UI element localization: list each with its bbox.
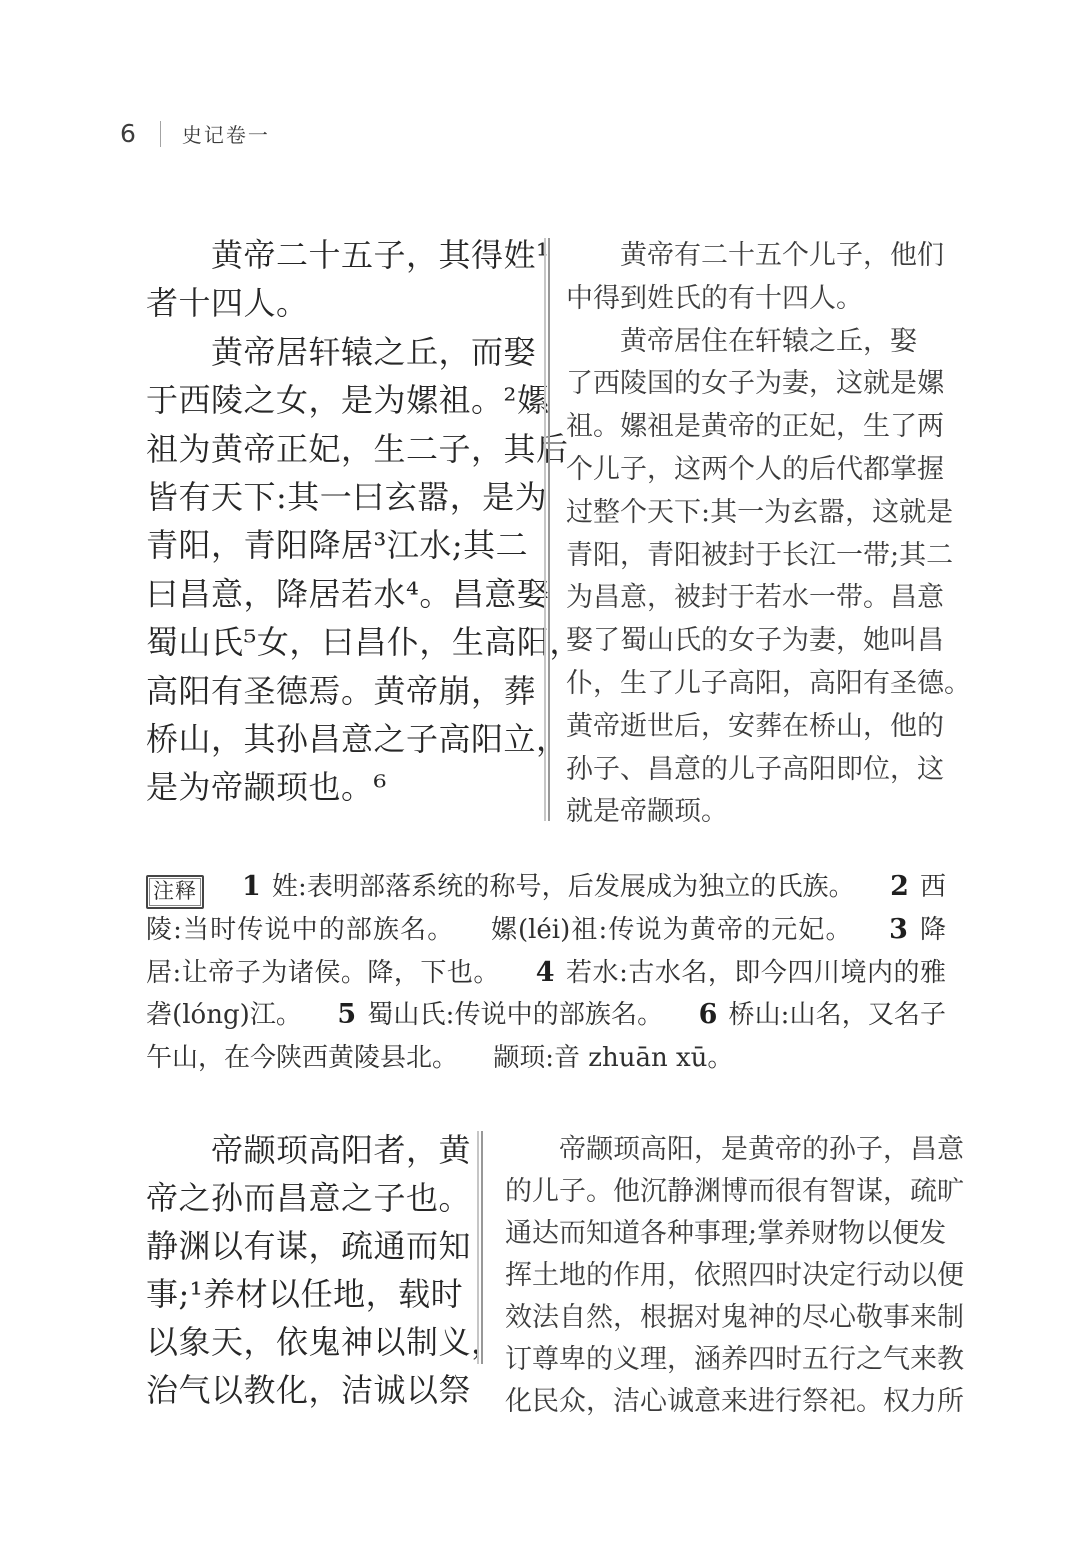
- chapter-title: 史记卷一: [181, 123, 270, 147]
- note-number: 1: [242, 871, 261, 902]
- text-line: 就是帝颛顼。: [566, 796, 728, 828]
- text-line: 黄帝居住在轩辕之丘，娶: [566, 325, 917, 357]
- note-number: 2: [890, 871, 909, 902]
- note-item: 6 桥山:山名，又名子午山，在今陕西黄陵县北。: [146, 999, 947, 1073]
- text-line: 是为帝颛顼也。⁶: [146, 768, 387, 807]
- text-line: 为昌意，被封于若水一带。昌意: [566, 582, 944, 614]
- translation-text-block-2: [505, 1129, 965, 1423]
- note-item: 颛顼:音 zhuān xū。: [493, 1042, 734, 1073]
- text-line: 帝之孙而昌意之子也。: [146, 1179, 472, 1217]
- text-line: 帝颛顼高阳者，黄: [146, 1131, 472, 1169]
- text-line: 娶了蜀山氏的女子为妻，她叫昌: [566, 625, 944, 657]
- text-line: 订尊卑的义理，涵养四时五行之气来教: [505, 1344, 964, 1375]
- text-line: 曰昌意，降居若水⁴。昌意娶: [146, 574, 550, 613]
- text-line: 通达而知道各种事理;掌养财物以便发: [505, 1218, 947, 1249]
- note-item: 1 姓:表明部落系统的称号，后发展成为独立的氏族。: [242, 871, 855, 902]
- text-line: 皆有天下:其一曰玄嚣，是为: [146, 478, 548, 517]
- text-line: 中得到姓氏的有十四人。: [566, 282, 863, 314]
- text-line: 过整个天下:其一为玄嚣，这就是: [566, 496, 954, 528]
- text-line: 帝颛顼高阳，是黄帝的孙子，昌意: [505, 1134, 964, 1165]
- header-divider: [160, 121, 161, 147]
- annotations-items: [146, 872, 946, 1073]
- text-line: 静渊以有谋，疏通而知: [146, 1227, 472, 1265]
- column-divider-bottom: [477, 1131, 483, 1364]
- page-header: [120, 119, 270, 148]
- text-line: 者十四人。: [146, 284, 309, 323]
- note-number: 4: [535, 956, 555, 988]
- note-number: 5: [337, 999, 357, 1031]
- text-line: 化民众，洁心诚意来进行祭祀。权力所: [505, 1386, 964, 1417]
- text-line: 孙子、昌意的儿子高阳即位，这: [566, 753, 944, 785]
- note-item: 2 西陵:当时传说中的部族名。: [146, 871, 946, 945]
- text-line: 祖。嫘祖是黄帝的正妃，生了两: [566, 411, 944, 443]
- text-line: 效法自然，根据对鬼神的尽心敬事来制: [505, 1302, 964, 1333]
- text-line: 个儿子，这两个人的后代都掌握: [566, 453, 944, 485]
- annotations-block: [146, 866, 946, 1079]
- text-line: 挥土地的作用，依照四时决定行动以便: [505, 1260, 964, 1291]
- text-line: 青阳，青阳被封于长江一带;其二: [566, 539, 954, 571]
- text-line: 祖为黄帝正妃，生二子，其后: [146, 429, 569, 468]
- column-divider-top: [544, 238, 550, 821]
- text-line: 仆，生了儿子高阳，高阳有圣德。: [566, 667, 971, 699]
- text-line: 黄帝居轩辕之丘，而娶: [146, 332, 537, 371]
- text-line: 黄帝有二十五个儿子，他们: [566, 240, 944, 271]
- classical-text-block-2: [146, 1126, 504, 1414]
- note-item: 3 降居:让帝子为诸侯。降，下也。: [146, 914, 946, 988]
- text-line: 黄帝逝世后，安葬在桥山，他的: [566, 710, 944, 742]
- text-line: 于西陵之女，是为嫘祖。²嫘: [146, 381, 550, 420]
- text-line: 以象天，依鬼神以制义，: [146, 1323, 504, 1361]
- note-number: 6: [698, 999, 718, 1031]
- note-item: 嫘(léi)祖:传说为黄帝的元妃。: [490, 915, 853, 945]
- page-number: 6: [120, 119, 136, 148]
- text-line: 高阳有圣德焉。黄帝崩，葬: [146, 671, 537, 710]
- classical-text-block-1: [146, 231, 582, 812]
- text-line: 事;¹养材以任地，载时: [146, 1275, 464, 1313]
- note-number: 3: [889, 914, 908, 945]
- text-line: 蜀山氏⁵女，曰昌仆，生高阳，: [146, 623, 582, 662]
- text-line: 的儿子。他沉静渊博而很有智谋，疏旷: [505, 1176, 964, 1207]
- annotations-label: 注释: [146, 875, 204, 909]
- translation-text-block-1: [566, 235, 971, 834]
- note-item: 5 蜀山氏:传说中的部族名。: [337, 999, 664, 1031]
- text-line: 治气以教化，洁诚以祭: [146, 1371, 472, 1409]
- note-item: 4 若水:古水名，即今四川境内的雅砻(lóng)江。: [146, 956, 946, 1031]
- text-line: 黄帝二十五子，其得姓¹: [146, 236, 550, 274]
- text-line: 桥山，其孙昌意之子高阳立，: [146, 720, 569, 759]
- text-line: 了西陵国的女子为妻，这就是嫘: [566, 368, 944, 400]
- text-line: 青阳，青阳降居³江水;其二: [146, 526, 529, 565]
